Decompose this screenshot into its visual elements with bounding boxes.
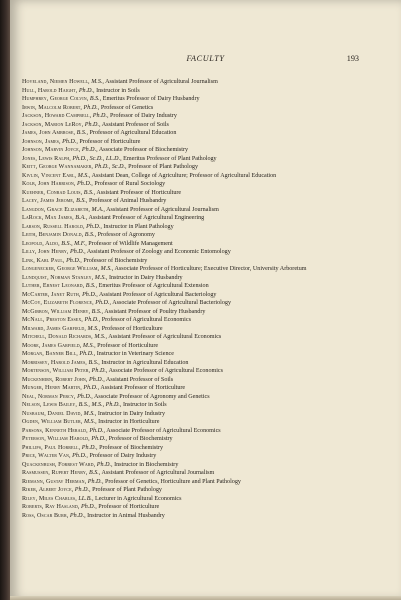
faculty-degree: Ph.D., [83,104,100,111]
faculty-degree: B.S., [85,283,98,289]
faculty-name: McCarter, Janet Ruth, [22,291,81,298]
faculty-name: Parsons, Kenneth Herald, [22,427,88,434]
faculty-entry [22,512,367,521]
faculty-degree: B.S., [88,359,100,366]
faculty-name: Leith, Benjamin Donald, [22,232,84,238]
faculty-name: Longenecker, George William, [22,266,100,272]
faculty-degree: Ph.D., [78,87,95,94]
faculty-title: Professor of Horticulture [98,504,160,510]
faculty-title: Professor of Genetics [100,104,154,111]
faculty-entry [22,104,367,113]
faculty-name: Mitchell, Donald Richards, [22,334,93,340]
faculty-name: Johnson, Marvin Joyce, [22,147,81,153]
faculty-entry [22,376,367,385]
faculty-title: Professor of Genetics, Horticulture and Plant Pathology [105,478,241,485]
faculty-name: McNall, Preston Essex, [22,317,83,323]
faculty-entry [22,265,367,274]
faculty-entry [22,469,367,478]
faculty-entry [22,410,367,419]
faculty-degree: Ph.D., [87,478,104,485]
faculty-degree: Ph.D., [69,512,86,519]
faculty-title: Professor of Horticulture [97,342,159,349]
faculty-degree: Ph.D., [66,257,82,264]
faculty-entry [22,240,367,249]
faculty-title: Instructor in Horticulture [98,419,160,425]
running-head: FACULTY [186,54,225,63]
faculty-degree: M.S., [87,325,101,332]
faculty-name: Neal, Norman Percy, [22,393,76,400]
faculty-title: Instructor in Animal Husbandry [87,512,165,519]
faculty-degree: Ph.D., [91,436,108,442]
faculty-name: Lilly, John Henry, [22,249,69,255]
faculty-entry [22,248,367,257]
faculty-degree: Ph.D., [80,504,97,510]
faculty-title: Assistant Professor of Poultry Husbandry [104,308,206,315]
faculty-entry [22,486,367,495]
faculty-entry [22,435,367,444]
faculty-title: Professor of Plant Pathology [92,487,162,493]
faculty-degree: B.S., [76,198,88,204]
faculty-degree: M.S., [100,266,114,272]
faculty-name: Nelson, Lewis Bailey, [22,402,78,408]
faculty-name: Jones, Lewis Ralph, [22,155,71,162]
faculty-title: Assistant Professor of Horticulture [96,189,182,196]
faculty-entry [22,393,367,402]
faculty-name: Milward, James Garfield, [22,325,86,332]
faculty-name: Langdon, Grace Elizabeth, [22,206,90,213]
faculty-entry [22,282,367,291]
faculty-degree: Ph.D., [95,300,112,306]
faculty-name: Moore, James Garfield, [22,342,82,349]
faculty-title: Associate Professor of Agricultural Economics [106,427,221,434]
faculty-name: Jackson, Howard Campbell, [22,113,92,119]
faculty-title: Instructor in Plant Pathology [103,223,174,230]
faculty-title: Professor of Agricultural Education [89,130,177,136]
faculty-entry [22,325,367,334]
faculty-entry [22,121,367,130]
faculty-name: Munger, Henry Martin, [22,385,82,391]
faculty-title: Instructor in Biochemistry [114,461,179,468]
faculty-degree: B.S., [76,130,89,136]
faculty-degree: B.S., M.F., [61,240,87,247]
faculty-entry [22,342,367,351]
faculty-degree: Ph.D., [62,138,78,145]
faculty-entry [22,444,367,453]
faculty-name: Humphrey, George Colvin, [22,96,89,102]
faculty-entry [22,138,367,147]
faculty-name: Ogden, William Butler, [22,419,83,425]
faculty-entry [22,163,367,172]
faculty-entry [22,350,367,359]
faculty-name: Link, Karl Paul, [22,257,65,264]
faculty-degree: Ph.D., [86,223,102,230]
faculty-degree: Ph.D., [92,113,109,119]
faculty-degree: Ph.D., [84,121,101,128]
faculty-title: Assistant Professor of Agricultural Journalism [101,470,215,476]
faculty-title: Professor of Agronomy [97,232,155,238]
faculty-entry [22,87,367,96]
faculty-title: Associate Professor of Horticulture; Executive Director, University Arboretum [114,266,307,272]
faculty-name: Jackson, Marion LeRoy, [22,121,84,128]
faculty-entry [22,299,367,308]
faculty-name: Riker, Albert Joyce, [22,487,74,493]
faculty-title: Assistant Dean, College of Agriculture; Professor of Agricultural Education [91,172,277,179]
faculty-title: Assistant Professor of Agricultural Bacteriology [99,291,217,298]
faculty-title: Professor of Dairy Industry [110,113,177,119]
faculty-name: Lundquist, Norman Stanley, [22,274,94,281]
faculty-name: Lacey, James Jerome, [22,198,75,204]
faculty-degree: M.S., [94,334,108,340]
faculty-entry [22,231,367,240]
faculty-degree: Ph.D., [81,444,98,451]
faculty-degree: M.A., [91,206,105,213]
faculty-degree: Ph.D., Sc.D., [94,164,127,170]
faculty-degree: Ph.D., [91,368,108,374]
faculty-entry [22,95,367,104]
faculty-title: Assistant Professor of Zoology and Economic Entomology [86,249,231,255]
faculty-title: Professor of Rural Sociology [94,181,166,187]
faculty-degree: Ph.D., [84,317,101,323]
book-page [10,0,401,600]
faculty-title: Professor of Biochemistry [83,257,148,264]
faculty-title: Associate Professor of Agronomy and Genetics [94,393,210,400]
faculty-entry [22,333,367,342]
faculty-title: Professor of Animal Husbandry [88,198,167,204]
faculty-title: Emeritus Professor of Agricultural Extension [98,283,209,289]
faculty-title: Associate Professor of Biochemistry [98,147,189,153]
faculty-name: McCoy, Elizabeth Florence, [22,300,94,306]
faculty-title: Instructor in Agricultural Education [101,359,189,366]
faculty-name: Quackenbush, Forrest Ward, [22,461,96,468]
faculty-title: Emeritus Professor of Plant Pathology [123,155,217,162]
faculty-degree: M.S., [83,410,97,417]
faculty-entry [22,223,367,232]
faculty-name: Kolb, John Harrison, [22,181,76,187]
faculty-entry [22,401,367,410]
faculty-title: Professor of Biochemistry [99,444,164,451]
faculty-name: LaRock, Max James, [22,215,74,221]
page-number: 193 [346,54,359,63]
faculty-list [22,78,367,520]
faculty-degree: Ph.D., [89,427,106,434]
faculty-name: Riley, Miles Charles, [22,495,77,502]
faculty-degree: M.S., [91,79,104,85]
faculty-degree: Ph.D., [81,147,98,153]
faculty-name: Mortenson, William Peter, [22,368,91,374]
faculty-title: Instructor in Veterinary Science [96,351,174,357]
faculty-degree: B.A., [75,215,88,221]
faculty-title: Assistant Professor of Soils [101,121,169,128]
faculty-entry [22,291,367,300]
faculty-entry [22,316,367,325]
faculty-name: Johnson, James, [22,138,61,145]
faculty-name: Irwin, Malcolm Robert, [22,104,83,111]
faculty-entry [22,206,367,215]
faculty-degree: LL.B., [78,495,94,502]
faculty-entry [22,155,367,164]
faculty-entry [22,452,367,461]
faculty-name: Hull, Harold Haight, [22,87,78,94]
faculty-title: Assistant Professor of Agricultural Journalism [105,79,218,85]
faculty-degree: Ph.D., [69,249,86,255]
faculty-title: Assistant Professor of Agricultural Journalism [106,206,219,213]
faculty-degree: B.S., [91,308,104,315]
faculty-degree: M.S., [94,274,108,281]
faculty-degree: B.S., [83,189,96,196]
faculty-name: Kuehner, Conrad Louis, [22,189,83,196]
faculty-name: Ross, Oscar Burr, [22,512,69,519]
faculty-name: Rasmussen, Rupert Henry, [22,470,88,476]
faculty-degree: Ph.D., [77,181,93,187]
faculty-title: Instructor in Soils [96,87,140,94]
faculty-name: Luther, Ernest Leonard, [22,283,85,289]
faculty-title: Emeritus Professor of Dairy Husbandry [102,96,200,102]
faculty-title: Instructor in Dairy Industry [97,410,166,417]
faculty-name: Morrissey, Harold James, [22,359,87,366]
faculty-name: Price, Walter Van, [22,453,71,459]
faculty-name: Muckenhirn, Robert John, [22,376,88,383]
faculty-entry [22,427,367,436]
faculty-title: Instructor in Soils [122,402,167,408]
book-spine [0,0,10,600]
faculty-title: Lecturer in Agricultural Economics [95,495,182,502]
faculty-title: Assistant Professor of Soils [105,376,174,383]
faculty-degree: M.S., [77,172,91,179]
faculty-degree: M.S., [83,419,97,425]
faculty-entry [22,214,367,223]
faculty-title: Assistant Professor of Agricultural Engineering [88,215,205,221]
faculty-entry [22,478,367,487]
faculty-degree: Ph.D., Sc.D., LL.D., [72,155,122,162]
faculty-entry [22,495,367,504]
page-header [10,54,401,66]
faculty-degree: B.S., [89,470,101,476]
faculty-title: Professor of Agricultural Economics [101,317,191,323]
faculty-name: Morgan, Banner Bill, [22,351,78,357]
faculty-degree: Ph.D., [96,461,113,468]
faculty-degree: B.S., [89,96,102,102]
faculty-name: James, John Ambrose, [22,130,76,136]
faculty-name: Phillips, Paul Horrell, [22,444,81,451]
faculty-entry [22,189,367,198]
faculty-name: Hoveland, Niemen Howell, [22,79,90,85]
faculty-degree: B.S., M.S., Ph.D., [78,402,122,408]
faculty-name: McGibbon, William Henry, [22,308,91,315]
faculty-degree: Ph.D., [74,487,91,493]
faculty-title: Assistant Professor of Horticulture [100,385,186,391]
faculty-entry [22,274,367,283]
faculty-entry [22,129,367,138]
faculty-entry [22,384,367,393]
faculty-name: Roberts, Ray Hasland, [22,504,80,510]
faculty-name: Kivlin, Vincent Earl, [22,172,77,179]
faculty-degree: Ph.D., [83,385,100,391]
faculty-name: Leopold, Aldo, [22,240,60,247]
faculty-entry [22,308,367,317]
faculty-entry [22,257,367,266]
faculty-title: Professor of Wildlife Management [88,240,173,247]
faculty-degree: M.S., [82,342,96,349]
faculty-entry [22,503,367,512]
faculty-name: Larson, Russell Harold, [22,223,85,230]
faculty-entry [22,180,367,189]
faculty-title: Professor of Horticulture [79,138,141,145]
faculty-degree: Ph.D., [72,453,88,459]
faculty-entry [22,197,367,206]
faculty-name: Nusbaum, Daniel David, [22,410,83,417]
faculty-entry [22,112,367,121]
faculty-entry [22,461,367,470]
faculty-entry [22,367,367,376]
faculty-title: Assistant Professor of Agricultural Economics [108,334,222,340]
faculty-entry [22,78,367,87]
faculty-title: Instructor in Dairy Husbandry [108,274,183,281]
faculty-name: Riemann, Gustav Herman, [22,478,87,485]
faculty-entry [22,172,367,181]
faculty-degree: B.S., [84,232,97,238]
faculty-name: Peterson, William Harold, [22,436,90,442]
faculty-degree: Ph.D., [79,351,96,357]
faculty-entry [22,146,367,155]
faculty-title: Professor of Dairy Industry [89,453,157,459]
faculty-title: Associate Professor of Agricultural Economics [108,368,224,374]
faculty-title: Professor of Plant Pathology [128,164,198,170]
faculty-entry [22,418,367,427]
faculty-degree: Ph.D., [82,291,98,298]
faculty-entry [22,359,367,368]
faculty-title: Associate Professor of Agricultural Bacteriology [112,300,232,306]
faculty-title: Professor of Horticulture [101,325,163,332]
faculty-name: Keitt, George Wannamaker, [22,164,94,170]
faculty-degree: Ph.D., [77,393,93,400]
faculty-degree: Ph.D., [88,376,105,383]
page-bottom-edge [10,596,401,600]
faculty-title: Professor of Biochemistry [108,436,173,442]
